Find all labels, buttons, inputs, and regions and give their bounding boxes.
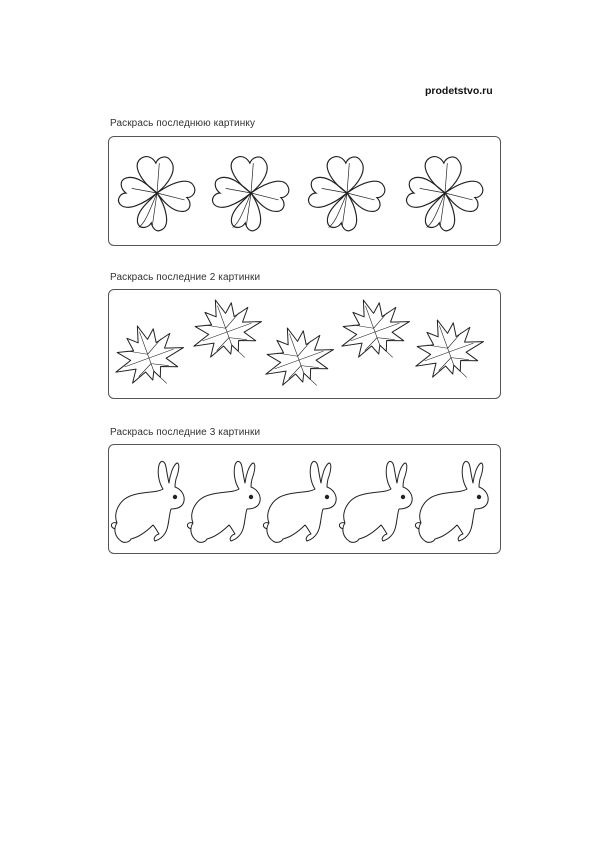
maple-leaf-icon — [254, 316, 344, 398]
maple-leaf-icon — [182, 290, 272, 373]
leaf-row — [109, 290, 500, 398]
rabbit-icon — [111, 461, 184, 542]
task-1-label: Раскрась последнюю картинку — [110, 118, 256, 129]
maple-leaf-icon — [109, 314, 193, 398]
flower-icon — [119, 157, 195, 231]
flower-icon — [213, 157, 289, 231]
site-watermark: prodetstvo.ru — [425, 85, 493, 97]
rabbit-icon — [263, 461, 336, 542]
task-3-panel — [108, 444, 501, 554]
rabbit-icon — [187, 461, 260, 542]
task-1-panel — [108, 136, 501, 246]
rabbit-icon — [339, 461, 412, 542]
task-2-label: Раскрась последние 2 картинки — [110, 272, 261, 283]
maple-leaf-icon — [404, 308, 494, 393]
rabbit-icon — [415, 461, 488, 542]
flower-icon — [407, 157, 483, 231]
flower-icon — [309, 157, 385, 231]
rabbit-row — [109, 445, 500, 553]
flower-row — [109, 137, 500, 245]
task-3-label: Раскрась последние 3 картинки — [110, 427, 261, 438]
task-2-panel — [108, 289, 501, 399]
maple-leaf-icon — [330, 290, 420, 373]
